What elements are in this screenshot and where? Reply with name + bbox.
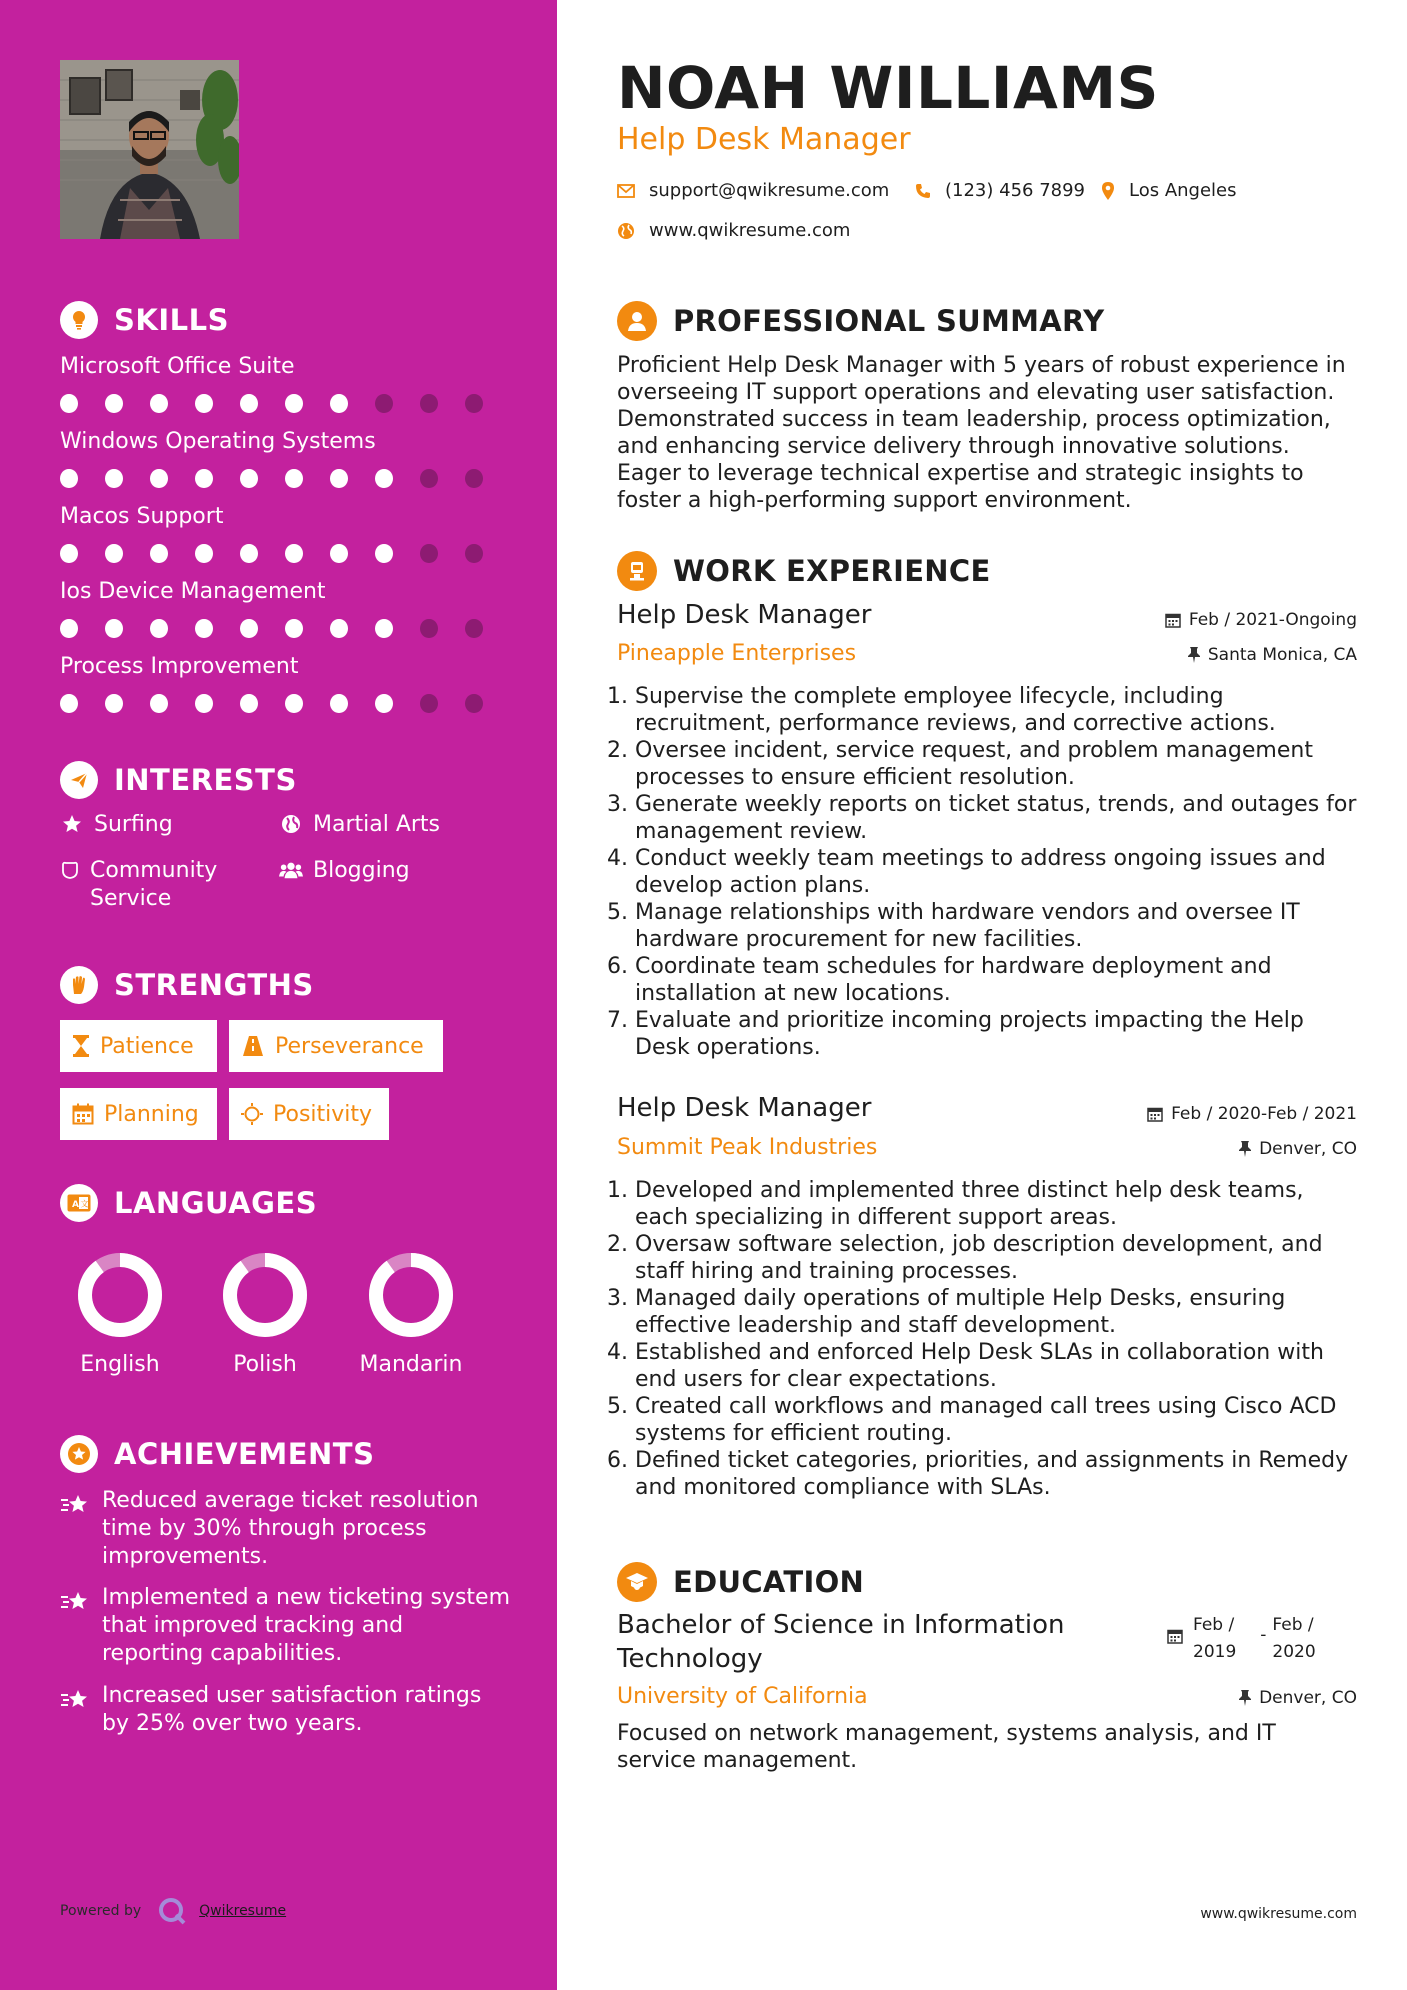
job-duty: 2. Oversaw software selection, job description development, and staff hiring and training processes. bbox=[635, 1231, 1357, 1285]
qwikresume-logo-icon bbox=[157, 1896, 187, 1926]
summary-text: Proficient Help Desk Manager with 5 years of robust experience in overseeing IT support operations and elevating user satisfaction. Demonstrated success in team leadership, process optimization, and enhancing service delivery through innovative solutions. Eager to leverage technical expertise and strategic insights to foster a high-performing support environment. bbox=[617, 353, 1346, 513]
map-pin-icon bbox=[1101, 182, 1115, 200]
main-content bbox=[617, 0, 1357, 1990]
skill-rating-dot bbox=[375, 694, 393, 713]
email-text: support@qwikresume.com bbox=[649, 180, 890, 201]
skill-rating-dot bbox=[465, 694, 483, 713]
skill-rating-dot bbox=[105, 394, 123, 413]
language-name: Polish bbox=[233, 1352, 297, 1377]
education-start-year: 2019 bbox=[1193, 1642, 1237, 1662]
candidate-role: Help Desk Manager bbox=[617, 122, 911, 157]
svg-text:A: A bbox=[72, 1200, 79, 1210]
skill-rating-dot bbox=[105, 469, 123, 488]
language-ring-fill bbox=[85, 1260, 155, 1330]
job-duty: 5. Manage relationships with hardware vendors and oversee IT hardware procurement for new facilities. bbox=[635, 899, 1357, 953]
trophy-star-icon bbox=[60, 1435, 98, 1473]
summary-heading bbox=[617, 301, 1104, 341]
skill-item bbox=[60, 652, 510, 713]
profile-photo bbox=[60, 60, 239, 239]
skill-rating-dot bbox=[195, 394, 213, 413]
job-location bbox=[1188, 645, 1357, 665]
skill-name: Process Improvement bbox=[60, 654, 299, 679]
skills-title: SKILLS bbox=[114, 303, 229, 337]
education-degree: Bachelor of Science in Information Technology bbox=[617, 1610, 1065, 1674]
skill-rating-dot bbox=[150, 469, 168, 488]
education-school: University of California bbox=[617, 1684, 868, 1709]
location-text: Los Angeles bbox=[1129, 180, 1237, 201]
skill-rating-dot bbox=[330, 694, 348, 713]
users-icon bbox=[279, 857, 303, 885]
shooting-star-icon bbox=[60, 1584, 92, 1668]
contact-email[interactable] bbox=[617, 180, 889, 201]
skill-rating-dot bbox=[465, 469, 483, 488]
language-name: English bbox=[80, 1352, 160, 1377]
skill-rating-dot bbox=[240, 694, 258, 713]
phone-text: (123) 456 7899 bbox=[945, 180, 1086, 201]
skill-rating-dot bbox=[195, 544, 213, 563]
skill-rating-dot bbox=[465, 394, 483, 413]
job-duty: 3. Generate weekly reports on ticket status, trends, and outages for management review. bbox=[635, 791, 1357, 845]
candidate-name: NOAH WILLIAMS bbox=[617, 54, 1159, 122]
skill-rating-dot bbox=[330, 619, 348, 638]
skill-item bbox=[60, 352, 510, 413]
skill-rating-dot bbox=[240, 544, 258, 563]
pushpin-icon bbox=[1239, 1141, 1251, 1157]
strength-label: Patience bbox=[100, 1033, 194, 1059]
skill-rating bbox=[60, 394, 510, 413]
strength-badge bbox=[60, 1088, 217, 1140]
contact-location bbox=[1101, 180, 1237, 201]
skill-rating-dot bbox=[375, 394, 393, 413]
skill-name: Windows Operating Systems bbox=[60, 429, 376, 454]
skill-rating-dot bbox=[240, 619, 258, 638]
hourglass-icon bbox=[72, 1035, 90, 1057]
interest-label: Blogging bbox=[313, 858, 410, 883]
language-item bbox=[195, 1250, 335, 1377]
phone-icon bbox=[915, 183, 931, 199]
skill-rating-dot bbox=[60, 544, 78, 563]
education-end bbox=[1272, 1612, 1315, 1666]
skill-rating-dot bbox=[420, 694, 438, 713]
experience-heading bbox=[617, 551, 991, 591]
skill-rating-dot bbox=[195, 469, 213, 488]
job-company: Summit Peak Industries bbox=[617, 1135, 878, 1160]
language-level-ring bbox=[220, 1250, 310, 1340]
skill-rating bbox=[60, 619, 510, 638]
strength-label: Positivity bbox=[273, 1101, 373, 1127]
education-dates bbox=[1167, 1612, 1316, 1666]
job-title: Help Desk Manager bbox=[617, 1093, 872, 1123]
skill-rating-dot bbox=[330, 469, 348, 488]
skill-name: Macos Support bbox=[60, 504, 224, 529]
envelope-icon bbox=[617, 184, 635, 198]
skill-rating bbox=[60, 544, 510, 563]
skill-rating-dot bbox=[60, 394, 78, 413]
experience-title: WORK EXPERIENCE bbox=[673, 554, 991, 588]
interests-heading bbox=[60, 761, 297, 799]
skill-rating-dot bbox=[330, 544, 348, 563]
job-duty: 7. Evaluate and prioritize incoming projects impacting the Help Desk operations. bbox=[635, 1007, 1357, 1061]
pushpin-icon bbox=[1239, 1690, 1251, 1706]
job-duty: 6. Coordinate team schedules for hardware deployment and installation at new locations. bbox=[635, 953, 1357, 1007]
skill-rating-dot bbox=[150, 619, 168, 638]
skill-item bbox=[60, 427, 510, 488]
profile-photo-image bbox=[60, 60, 239, 239]
skill-rating-dot bbox=[465, 544, 483, 563]
skill-rating-dot bbox=[285, 619, 303, 638]
paper-plane-icon bbox=[60, 761, 98, 799]
skill-rating-dot bbox=[240, 394, 258, 413]
website-text: www.qwikresume.com bbox=[649, 220, 851, 241]
qwikresume-link[interactable]: Qwikresume bbox=[199, 1903, 287, 1919]
contact-phone[interactable] bbox=[915, 180, 1085, 201]
skill-name: Microsoft Office Suite bbox=[60, 354, 295, 379]
skill-rating-dot bbox=[420, 619, 438, 638]
job-duty: 1. Developed and implemented three distinct help desk teams, each specializing in different support areas. bbox=[635, 1177, 1357, 1231]
languages-heading bbox=[60, 1184, 317, 1222]
interests-title: INTERESTS bbox=[114, 763, 297, 797]
language-item bbox=[341, 1250, 481, 1377]
language-item bbox=[50, 1250, 190, 1377]
interest-label: Martial Arts bbox=[313, 812, 441, 837]
skill-rating-dot bbox=[285, 394, 303, 413]
user-icon bbox=[617, 301, 657, 341]
shooting-star-icon bbox=[60, 1487, 92, 1571]
summary-title: PROFESSIONAL SUMMARY bbox=[673, 304, 1105, 338]
job-location-text: Santa Monica, CA bbox=[1207, 645, 1357, 665]
skill-rating-dot bbox=[60, 469, 78, 488]
education-title: EDUCATION bbox=[673, 1565, 865, 1599]
road-icon bbox=[241, 1036, 265, 1056]
skill-rating-dot bbox=[285, 544, 303, 563]
job-location bbox=[1239, 1139, 1357, 1159]
interest-item bbox=[279, 857, 410, 885]
skill-item bbox=[60, 577, 510, 638]
skill-rating-dot bbox=[105, 619, 123, 638]
skill-rating-dot bbox=[195, 619, 213, 638]
calendar-icon bbox=[1165, 612, 1181, 628]
language-ring-fill bbox=[230, 1260, 300, 1330]
achievement-item bbox=[60, 1487, 510, 1571]
graduation-cap-icon bbox=[617, 1562, 657, 1602]
skill-rating-dot bbox=[375, 469, 393, 488]
calendar-icon bbox=[1167, 1628, 1183, 1644]
job-dates-text: Feb / 2020-Feb / 2021 bbox=[1171, 1104, 1357, 1124]
skill-rating-dot bbox=[465, 619, 483, 638]
skill-rating-dot bbox=[150, 394, 168, 413]
skill-rating-dot bbox=[105, 544, 123, 563]
lightbulb-icon bbox=[60, 301, 98, 339]
job-duties bbox=[617, 683, 1357, 1061]
sidebar bbox=[0, 0, 557, 1990]
achievements-title: ACHIEVEMENTS bbox=[114, 1437, 375, 1471]
skill-rating-dot bbox=[420, 469, 438, 488]
briefcase-icon bbox=[617, 551, 657, 591]
shooting-star-icon bbox=[60, 1682, 92, 1738]
skill-rating-dot bbox=[375, 544, 393, 563]
strength-badge bbox=[229, 1088, 389, 1140]
job-duty: 4. Established and enforced Help Desk SLAs in collaboration with end users for clear expectations. bbox=[635, 1339, 1357, 1393]
pushpin-icon bbox=[1188, 647, 1200, 663]
education-heading bbox=[617, 1562, 864, 1602]
job-duties bbox=[617, 1177, 1357, 1501]
job-duty: 3. Managed daily operations of multiple Help Desks, ensuring effective leadership and staff development. bbox=[635, 1285, 1357, 1339]
language-level-ring bbox=[75, 1250, 165, 1340]
skill-rating-dot bbox=[285, 469, 303, 488]
skill-rating-dot bbox=[60, 694, 78, 713]
job-dates bbox=[1147, 1104, 1357, 1124]
education-start-month: Feb / bbox=[1193, 1615, 1235, 1635]
achievement-item bbox=[60, 1682, 510, 1738]
globe-icon bbox=[617, 222, 635, 240]
strength-label: Planning bbox=[104, 1101, 199, 1127]
interest-label: Community Service bbox=[90, 858, 218, 911]
strengths-heading bbox=[60, 966, 314, 1004]
svg-text:文: 文 bbox=[80, 1199, 89, 1209]
calendar-icon bbox=[72, 1103, 94, 1125]
interest-item bbox=[60, 811, 173, 839]
education-start bbox=[1193, 1612, 1236, 1666]
skill-name: Ios Device Management bbox=[60, 579, 326, 604]
skill-rating-dot bbox=[60, 619, 78, 638]
language-name: Mandarin bbox=[359, 1352, 463, 1377]
skill-rating-dot bbox=[420, 544, 438, 563]
powered-by-label: Powered by bbox=[60, 1903, 142, 1919]
contact-website[interactable] bbox=[617, 220, 850, 241]
job-duty: 4. Conduct weekly team meetings to address ongoing issues and develop action plans. bbox=[635, 845, 1357, 899]
skill-rating-dot bbox=[195, 694, 213, 713]
job-dates bbox=[1165, 610, 1357, 630]
job-title: Help Desk Manager bbox=[617, 600, 872, 630]
skill-rating-dot bbox=[150, 544, 168, 563]
language-level-ring bbox=[366, 1250, 456, 1340]
interest-item bbox=[60, 857, 250, 913]
hand-icon bbox=[60, 966, 98, 1004]
skill-rating-dot bbox=[375, 619, 393, 638]
skills-heading bbox=[60, 301, 229, 339]
education-location-text: Denver, CO bbox=[1259, 1688, 1357, 1708]
skill-rating-dot bbox=[330, 394, 348, 413]
education-end-year: 2020 bbox=[1272, 1642, 1316, 1662]
achievement-text: Implemented a new ticketing system that improved tracking and reporting capabilities. bbox=[102, 1585, 510, 1666]
achievement-item bbox=[60, 1584, 510, 1668]
skill-rating bbox=[60, 694, 510, 713]
globe-icon bbox=[279, 811, 303, 839]
job-duty: 6. Defined ticket categories, priorities, and assignments in Remedy and monitored compliance with SLAs. bbox=[635, 1447, 1357, 1501]
job-duty: 1. Supervise the complete employee lifecycle, including recruitment, performance reviews, and corrective actions. bbox=[635, 683, 1357, 737]
sun-icon bbox=[241, 1103, 263, 1125]
powered-by bbox=[60, 1896, 286, 1926]
achievement-text: Increased user satisfaction ratings by 25% over two years. bbox=[102, 1683, 482, 1736]
strengths-title: STRENGTHS bbox=[114, 968, 314, 1002]
languages-title: LANGUAGES bbox=[114, 1186, 318, 1220]
interest-item bbox=[279, 811, 440, 839]
job-dates-text: Feb / 2021-Ongoing bbox=[1188, 610, 1357, 630]
job-location-text: Denver, CO bbox=[1259, 1139, 1357, 1159]
job-duty: 2. Oversee incident, service request, and problem management processes to ensure efficient resolution. bbox=[635, 737, 1357, 791]
language-icon bbox=[60, 1184, 98, 1222]
strength-badge bbox=[60, 1020, 217, 1072]
skill-rating bbox=[60, 469, 510, 488]
skill-rating-dot bbox=[420, 394, 438, 413]
achievements-heading bbox=[60, 1435, 374, 1473]
skill-rating-dot bbox=[285, 694, 303, 713]
strength-badge bbox=[229, 1020, 443, 1072]
language-ring-fill bbox=[376, 1260, 446, 1330]
footer-website[interactable]: www.qwikresume.com bbox=[1200, 1906, 1357, 1922]
skill-item bbox=[60, 502, 510, 563]
calendar-icon bbox=[1147, 1106, 1163, 1122]
strength-label: Perseverance bbox=[275, 1033, 424, 1059]
star-icon bbox=[60, 811, 84, 839]
heart-hand-icon bbox=[60, 857, 80, 913]
skill-rating-dot bbox=[150, 694, 168, 713]
achievement-text: Reduced average ticket resolution time by 30% through process improvements. bbox=[102, 1488, 479, 1569]
education-end-month: Feb / bbox=[1272, 1615, 1314, 1635]
skill-rating-dot bbox=[240, 469, 258, 488]
skill-rating-dot bbox=[105, 694, 123, 713]
education-location bbox=[1239, 1688, 1357, 1708]
job-duty: 5. Created call workflows and managed call trees using Cisco ACD systems for efficient routing. bbox=[635, 1393, 1357, 1447]
job-company: Pineapple Enterprises bbox=[617, 641, 857, 666]
education-description: Focused on network management, systems analysis, and IT service management. bbox=[617, 1721, 1276, 1773]
interest-label: Surfing bbox=[94, 812, 173, 837]
education-dash: - bbox=[1260, 1625, 1267, 1645]
